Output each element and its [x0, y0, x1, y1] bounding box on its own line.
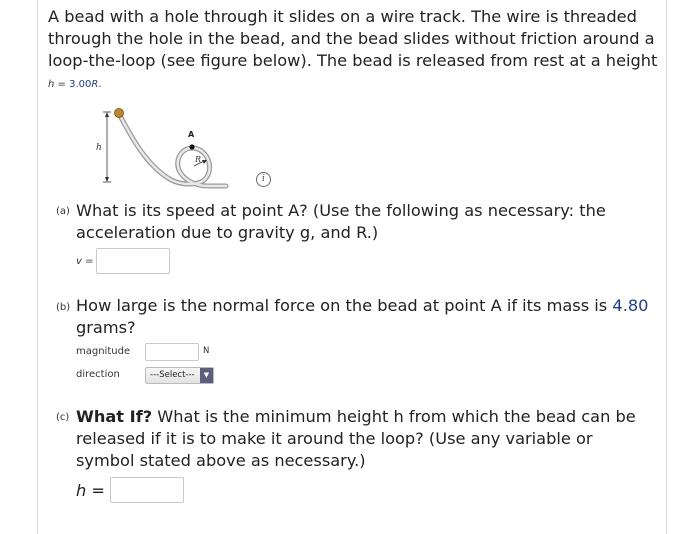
given-var2: R — [91, 79, 99, 90]
v-answer-label: v = — [76, 256, 94, 267]
given-height — [48, 79, 102, 90]
direction-select-value: ---Select--- — [150, 370, 195, 380]
point-a-marker — [189, 144, 194, 149]
given-var: h — [48, 79, 55, 90]
what-if-label: What If? — [76, 407, 153, 426]
info-icon[interactable]: i — [256, 172, 271, 187]
part-b-question-pre: How large is the normal force on the bead at point A if its mass is — [76, 296, 613, 315]
speed-answer-input[interactable] — [96, 248, 170, 274]
part-b-question — [76, 295, 651, 339]
loop-figure — [88, 100, 233, 195]
part-c-question — [76, 406, 651, 472]
part-a-label: (a) — [56, 206, 70, 217]
problem-intro: A bead with a hole through it slides on a wire track. The wire is threaded through the hole in the bead, and the bead slides without friction around a loop-the-loop (see figure below). The bead is released from rest at a height — [48, 7, 658, 70]
h-label: h — [96, 143, 102, 153]
h-answer-label — [76, 481, 105, 500]
r-label: R — [195, 155, 202, 164]
bead-icon — [115, 109, 124, 118]
h-answer-var: h — [76, 481, 87, 500]
h-answer-eq: = — [86, 481, 105, 500]
magnitude-input[interactable] — [145, 343, 199, 361]
given-eq: = — [54, 79, 70, 90]
a-label: A — [188, 130, 195, 139]
part-a-question: What is its speed at point A? (Use the following as necessary: the acceleration due to gravity g, and R.) — [76, 201, 606, 242]
given-value: 3.00 — [69, 79, 92, 90]
magnitude-unit: N — [203, 346, 210, 356]
direction-label: direction — [76, 369, 120, 380]
magnitude-label: magnitude — [76, 346, 131, 357]
direction-select[interactable] — [145, 367, 214, 384]
part-c-label: (c) — [56, 412, 70, 423]
mass-value: 4.80 — [612, 296, 649, 315]
height-answer-input[interactable] — [110, 477, 184, 503]
part-c-question-text: What is the minimum height h from which the bead can be released if it is to make it around the loop? (Use any variable or symbol stated above as necessary.) — [76, 407, 636, 470]
part-b-label: (b) — [56, 302, 71, 313]
given-end: . — [98, 79, 102, 90]
part-b-question-post: grams? — [76, 318, 136, 337]
chevron-down-icon[interactable]: ▼ — [200, 368, 213, 383]
